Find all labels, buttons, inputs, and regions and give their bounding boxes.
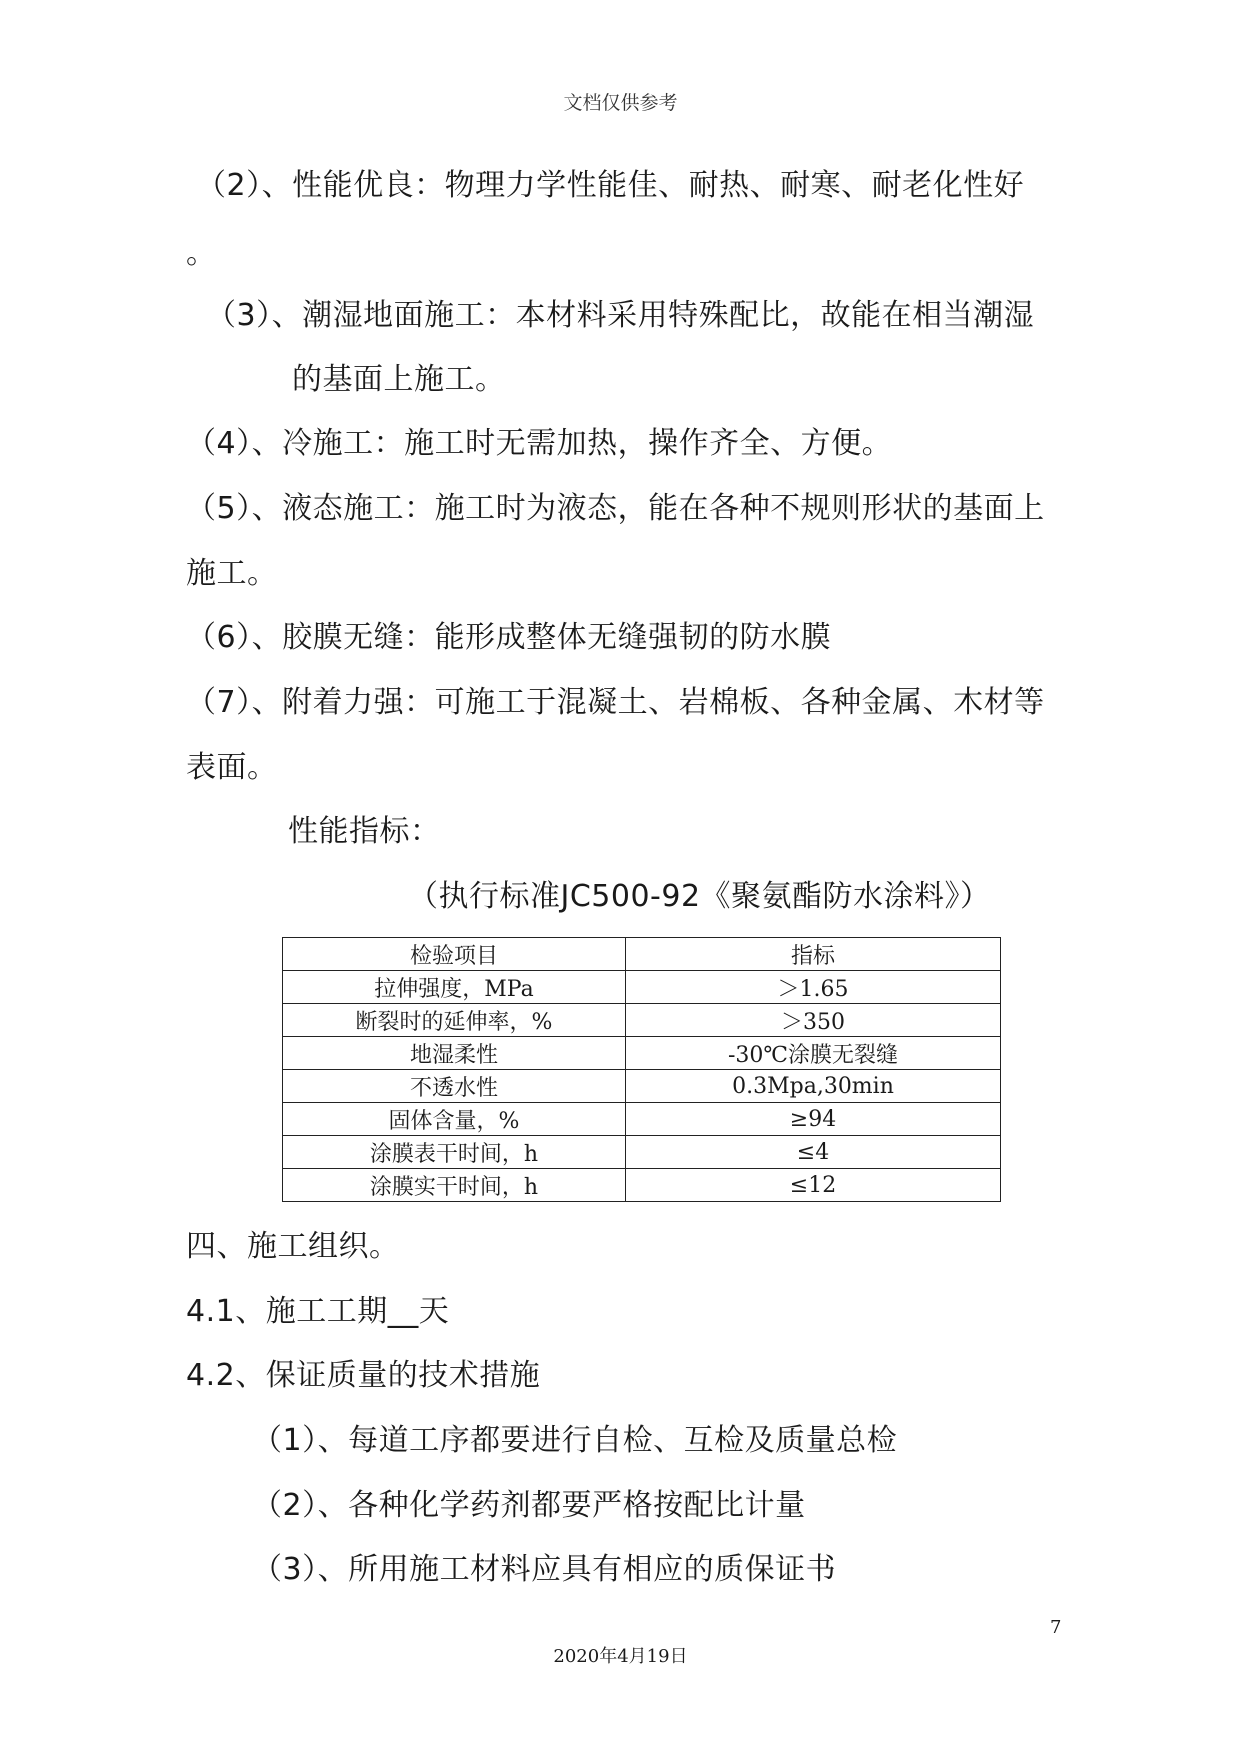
table-header-row [283,938,1001,971]
item-4: （4）、冷施工：施工时无需加热，操作齐全、方便。 [186,426,893,461]
section-4-2: 4.2、保证质量的技术措施 [186,1358,541,1393]
table-row [283,1103,1001,1136]
row-item: 不透水性 [283,1070,626,1103]
performance-table [282,937,1001,1202]
table-row [283,1136,1001,1169]
row-item: 地湿柔性 [283,1037,626,1070]
item-5-cont: 施工。 [186,556,278,591]
row-item: 断裂时的延伸率，% [283,1004,626,1037]
row-value: 0.3Mpa,30min [626,1070,1001,1103]
row-item: 涂膜表干时间，h [283,1136,626,1169]
table-row [283,1169,1001,1202]
row-item: 固体含量，% [283,1103,626,1136]
item-3-cont: 的基面上施工。 [292,362,506,397]
row-item: 拉伸强度，MPa [283,971,626,1004]
row-value: -30℃涂膜无裂缝 [626,1037,1001,1070]
item-5: （5）、液态施工：施工时为液态，能在各种不规则形状的基面上 [186,491,1045,526]
page-header: 文档仅供参考 [563,92,678,114]
measure-1: （1）、每道工序都要进行自检、互检及质量总检 [252,1423,898,1458]
standard-note: （执行标准JC500-92《聚氨酯防水涂料》） [408,879,991,914]
row-value: ≥94 [626,1103,1001,1136]
header-item: 检验项目 [283,938,626,971]
page-number: 7 [1050,1617,1062,1638]
item-7-cont: 表面。 [186,750,278,785]
row-value: ≤4 [626,1136,1001,1169]
measure-3: （3）、所用施工材料应具有相应的质保证书 [252,1552,837,1587]
table-row [283,971,1001,1004]
measure-2: （2）、各种化学药剂都要严格按配比计量 [252,1488,806,1523]
row-value: ＞1.65 [626,971,1001,1004]
section-4-title: 四、施工组织。 [186,1229,400,1264]
item-6: （6）、胶膜无缝：能形成整体无缝强韧的防水膜 [186,620,832,655]
item-7: （7）、附着力强：可施工于混凝土、岩棉板、各种金属、木材等 [186,685,1045,720]
perf-title: 性能指标： [288,814,441,849]
row-value: ≤12 [626,1169,1001,1202]
table-row [283,1037,1001,1070]
item-2: （2）、性能优良：物理力学性能佳、耐热、耐寒、耐老化性好 [196,168,1025,203]
row-value: ＞350 [626,1004,1001,1037]
row-item: 涂膜实干时间，h [283,1169,626,1202]
table-row [283,1004,1001,1037]
footer-date: 2020年4月19日 [553,1646,688,1667]
item-2-end: 。 [186,236,217,271]
section-4-1: 4.1、施工工期__天 [186,1294,450,1329]
header-index: 指标 [626,938,1001,971]
table-row [283,1070,1001,1103]
item-3: （3）、潮湿地面施工：本材料采用特殊配比，故能在相当潮湿 [206,298,1035,333]
